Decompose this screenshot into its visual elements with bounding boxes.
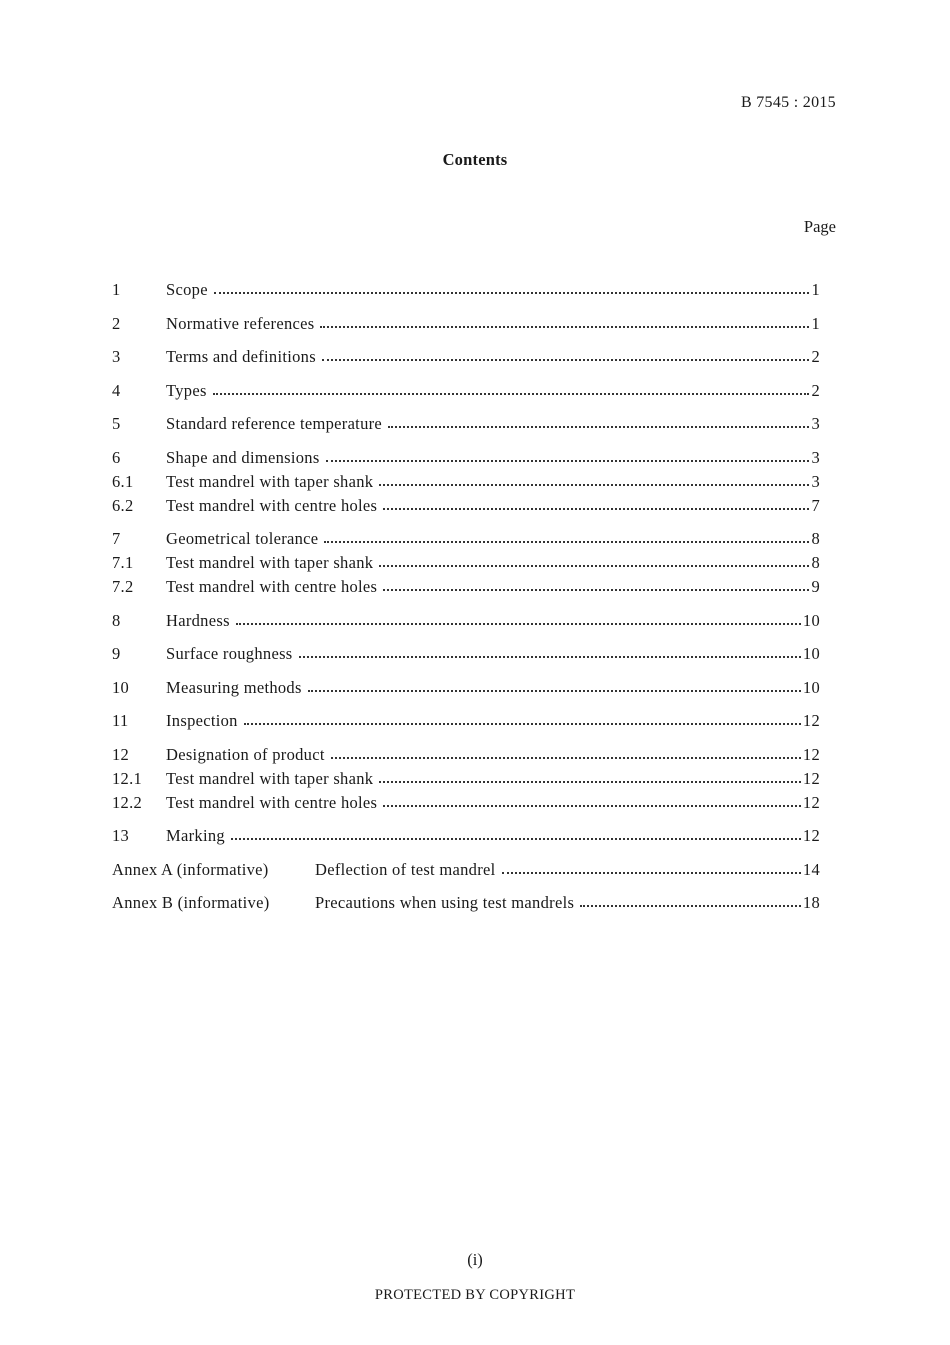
toc-entry-label: Types [166, 380, 207, 400]
leader-dots [320, 312, 809, 328]
toc-entry-annex-b[interactable] [112, 893, 820, 917]
toc-entry-page: 3 [811, 447, 820, 467]
toc-entry[interactable] [112, 381, 820, 405]
toc-entry-page: 10 [802, 610, 820, 630]
leader-dots [308, 676, 801, 692]
toc-entry[interactable] [112, 448, 820, 472]
toc-entry-label: Inspection [166, 711, 238, 730]
toc-entry-label: Test mandrel with centre holes [166, 577, 378, 596]
toc-entry-page: 12 [802, 768, 820, 788]
toc-entry[interactable] [112, 280, 820, 304]
toc-entry-page: 10 [802, 644, 820, 663]
page-title: Contents [442, 150, 508, 169]
toc-entry-number: 9 [112, 644, 121, 663]
toc-entry-page: 12 [802, 792, 820, 812]
toc-entry-label: Standard reference temperature [166, 414, 383, 433]
toc-entry-page: 2 [811, 347, 820, 366]
toc-entry-label: Designation of product [166, 744, 325, 764]
toc-entry-page: 1 [811, 313, 820, 333]
toc-entry-number: 5 [112, 414, 121, 433]
leader-dots [383, 791, 801, 807]
page-column-label: Page [803, 217, 836, 236]
toc-entry-label: Precautions when using test mandrels [315, 893, 575, 912]
toc-entry-number: 6 [112, 447, 121, 467]
leader-dots [322, 345, 809, 361]
toc-entry[interactable] [112, 577, 820, 601]
toc-entry[interactable] [112, 745, 820, 769]
toc-entry-label: Geometrical tolerance [166, 529, 319, 548]
leader-dots [580, 891, 801, 907]
toc-entry-number: 13 [112, 826, 130, 845]
toc-entry-page: 8 [811, 553, 820, 572]
leader-dots [236, 609, 801, 625]
toc-entry-page: 3 [811, 471, 820, 491]
toc-entry-annex-a[interactable] [112, 860, 820, 884]
leader-dots [383, 494, 809, 510]
toc-entry-number: 2 [112, 313, 121, 333]
toc-entry-label: Marking [166, 826, 225, 845]
toc-entry[interactable] [112, 644, 820, 668]
toc-entry-number: 1 [112, 280, 121, 299]
leader-dots [244, 709, 801, 725]
toc-entry-page: 12 [802, 711, 820, 730]
toc-entry-number: Annex A (informative) [112, 859, 269, 879]
toc-entry-number: 8 [112, 610, 121, 630]
toc-entry-label: Scope [166, 280, 208, 299]
toc-entry-number: 6.1 [112, 471, 134, 491]
leader-dots [324, 527, 809, 543]
toc-entry-label: Deflection of test mandrel [315, 859, 496, 879]
toc-entry[interactable] [112, 793, 820, 817]
leader-dots [231, 824, 801, 840]
toc-entry[interactable] [112, 553, 820, 577]
toc-entry-page: 12 [802, 744, 820, 764]
toc-entry[interactable] [112, 414, 820, 438]
toc-entry-number: 3 [112, 347, 121, 366]
toc-entry-page: 12 [802, 826, 820, 845]
toc-entry[interactable] [112, 496, 820, 520]
toc-entry-label: Test mandrel with centre holes [166, 792, 378, 812]
footer-page-number: (i) [467, 1250, 483, 1269]
toc-entry[interactable] [112, 826, 820, 850]
toc-entry-page: 10 [802, 677, 820, 697]
toc-entry[interactable] [112, 529, 820, 553]
toc-entry-page: 8 [811, 529, 820, 548]
toc-entry-number: 10 [112, 677, 130, 697]
toc-entry[interactable] [112, 347, 820, 371]
toc-entry-number: 12 [112, 744, 130, 764]
toc-entry-number: 12.1 [112, 768, 143, 788]
leader-dots [379, 767, 801, 783]
toc-entry-label: Test mandrel with taper shank [166, 768, 374, 788]
leader-dots [214, 278, 809, 294]
toc-entry-page: 9 [811, 577, 820, 596]
toc-entry-number: 4 [112, 380, 121, 400]
leader-dots [379, 551, 809, 567]
toc-entry-label: Test mandrel with centre holes [166, 495, 378, 515]
toc-entry-number: 12.2 [112, 792, 143, 812]
toc-entry-label: Test mandrel with taper shank [166, 471, 374, 491]
table-of-contents [112, 280, 820, 917]
leader-dots [299, 642, 801, 658]
toc-entry[interactable] [112, 314, 820, 338]
toc-entry-page: 18 [802, 893, 820, 912]
toc-entry-page: 3 [811, 414, 820, 433]
leader-dots [383, 575, 809, 591]
toc-entry-number: Annex B (informative) [112, 893, 270, 912]
leader-dots [331, 743, 801, 759]
toc-entry-page: 1 [811, 280, 820, 299]
leader-dots [388, 412, 809, 428]
toc-entry[interactable] [112, 678, 820, 702]
toc-entry-number: 7.1 [112, 553, 134, 572]
toc-entry[interactable] [112, 769, 820, 793]
leader-dots [213, 379, 809, 395]
toc-entry-page: 14 [802, 859, 820, 879]
toc-entry-label: Hardness [166, 610, 230, 630]
toc-entry-label: Measuring methods [166, 677, 302, 697]
toc-entry-number: 7 [112, 529, 121, 548]
toc-entry-number: 7.2 [112, 577, 134, 596]
toc-entry-number: 6.2 [112, 495, 134, 515]
toc-entry-page: 7 [811, 495, 820, 515]
toc-entry-number: 11 [112, 711, 129, 730]
standard-number: B 7545 : 2015 [740, 94, 836, 111]
toc-entry-label: Shape and dimensions [166, 447, 320, 467]
leader-dots [379, 470, 809, 486]
toc-entry[interactable] [112, 472, 820, 496]
toc-entry-label: Surface roughness [166, 644, 293, 663]
toc-entry-label: Normative references [166, 313, 315, 333]
toc-entry-label: Test mandrel with taper shank [166, 553, 374, 572]
toc-entry-label: Terms and definitions [166, 347, 316, 366]
leader-dots [326, 446, 809, 462]
toc-entry[interactable] [112, 711, 820, 735]
toc-entry[interactable] [112, 611, 820, 635]
toc-entry-page: 2 [811, 380, 820, 400]
copyright-notice: PROTECTED BY COPYRIGHT [374, 1287, 576, 1303]
leader-dots [502, 858, 801, 874]
